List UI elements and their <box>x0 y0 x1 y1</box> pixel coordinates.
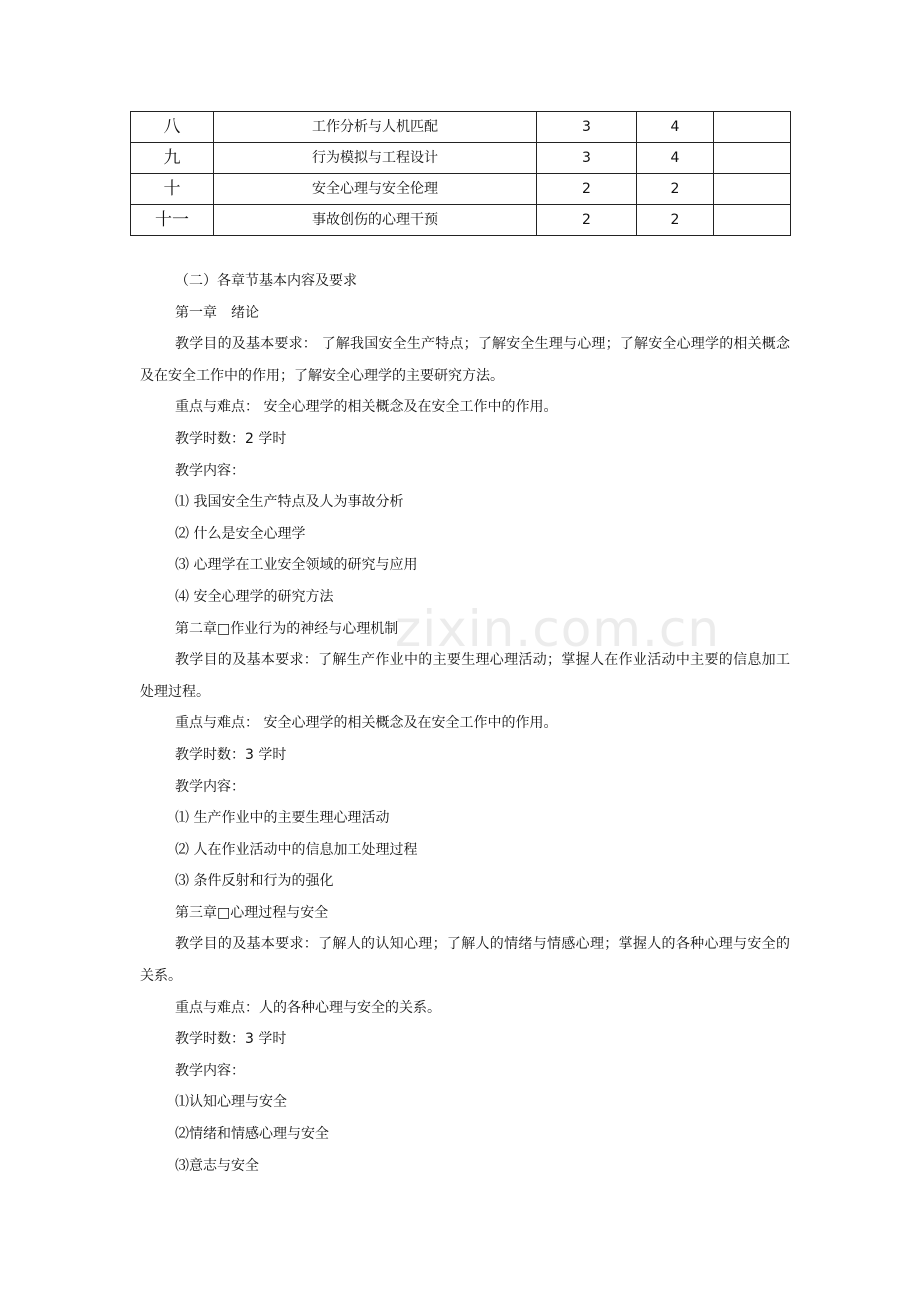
paragraph: 重点与难点：人的各种心理与安全的关系。 <box>175 999 441 1016</box>
hours-cell: 2 <box>537 174 637 205</box>
hours-cell: 2 <box>637 174 714 205</box>
table-row <box>131 112 791 143</box>
paragraph: 教学目的及基本要求：了解人的认知心理；了解人的情绪与情感心理；掌握人的各种心理与安全的关系。 <box>140 936 790 985</box>
paragraph: 第三章□心理过程与安全 <box>175 904 329 921</box>
chapter-title-cell: 工作分析与人机匹配 <box>214 112 537 143</box>
paragraph: 教学内容： <box>175 462 245 479</box>
paragraph: ⑶ 心理学在工业安全领域的研究与应用 <box>175 557 418 574</box>
chapter-number-cell: 十一 <box>131 205 214 236</box>
document-body <box>140 266 790 1182</box>
table-row <box>131 205 791 236</box>
hours-cell: 3 <box>537 143 637 174</box>
paragraph: ⑶ 条件反射和行为的强化 <box>175 873 334 890</box>
paragraph: 教学时数：3 学时 <box>175 1031 287 1048</box>
chapter-number-cell: 十 <box>131 174 214 205</box>
hours-cell: 2 <box>537 205 637 236</box>
paragraph: ⑴ 我国安全生产特点及人为事故分析 <box>175 494 404 511</box>
paragraph: ⑶意志与安全 <box>175 1157 259 1174</box>
hours-cell: 4 <box>637 143 714 174</box>
section-heading: （二）各章节基本内容及要求 <box>175 273 357 289</box>
paragraph: ⑴ 生产作业中的主要生理心理活动 <box>175 810 390 827</box>
paragraph: 教学时数：3 学时 <box>175 746 287 763</box>
remark-cell <box>714 112 791 143</box>
chapter-title-cell: 行为模拟与工程设计 <box>214 143 537 174</box>
paragraph: 教学内容： <box>175 778 245 795</box>
paragraph: ⑵ 什么是安全心理学 <box>175 525 306 542</box>
watermark: zixin.com.cn <box>395 600 721 658</box>
remark-cell <box>714 143 791 174</box>
paragraph: 教学目的及基本要求：了解生产作业中的主要生理心理活动；掌握人在作业活动中主要的信息加工处理过程。 <box>140 652 790 700</box>
paragraph: ⑵ 人在作业活动中的信息加工处理过程 <box>175 841 418 858</box>
paragraph: 第一章 绪论 <box>175 304 259 321</box>
paragraph: ⑵情绪和情感心理与安全 <box>175 1126 329 1143</box>
paragraph: 第二章□作业行为的神经与心理机制 <box>175 620 399 637</box>
hours-cell: 3 <box>537 112 637 143</box>
table-row <box>131 143 791 174</box>
paragraph: 重点与难点： 安全心理学的相关概念及在安全工作中的作用。 <box>175 715 558 732</box>
paragraph: ⑷ 安全心理学的研究方法 <box>175 588 334 605</box>
paragraph: 重点与难点： 安全心理学的相关概念及在安全工作中的作用。 <box>175 399 558 416</box>
remark-cell <box>714 174 791 205</box>
hours-cell: 2 <box>637 205 714 236</box>
hours-cell: 4 <box>637 112 714 143</box>
chapter-title-cell: 事故创伤的心理干预 <box>214 205 537 236</box>
paragraph: 教学目的及基本要求： 了解我国安全生产特点；了解安全生理与心理；了解安全心理学的相关概念及在安全工作中的作用；了解安全心理学的主要研究方法。 <box>140 336 790 384</box>
table-row <box>131 174 791 205</box>
paragraph: 教学内容： <box>175 1062 245 1079</box>
chapter-number-cell: 九 <box>131 143 214 174</box>
paragraph: ⑴认知心理与安全 <box>175 1094 287 1111</box>
paragraph: 教学时数：2 学时 <box>175 430 287 447</box>
paragraph-list <box>140 298 790 1183</box>
chapter-title-cell: 安全心理与安全伦理 <box>214 174 537 205</box>
course-hours-table <box>130 111 791 236</box>
chapter-number-cell: 八 <box>131 112 214 143</box>
course-table-body <box>131 112 791 236</box>
remark-cell <box>714 205 791 236</box>
